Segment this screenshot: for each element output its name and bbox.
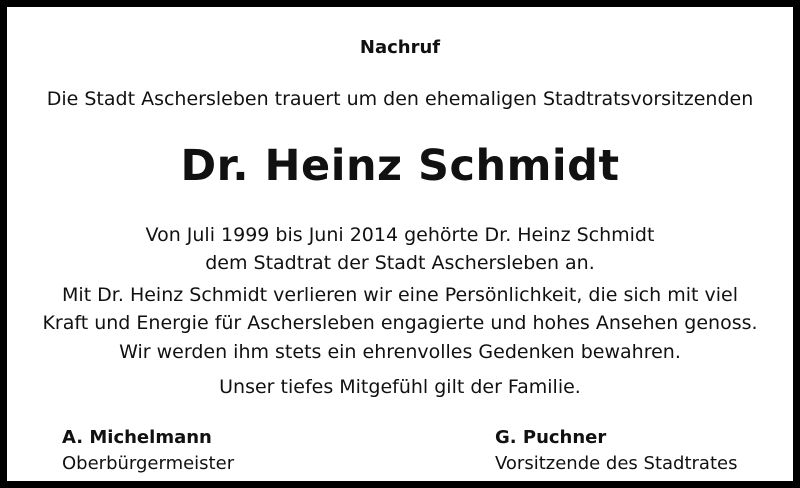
paragraph-line: dem Stadtrat der Stadt Aschersleben an.: [205, 252, 595, 274]
signatory-mayor: [62, 425, 234, 477]
paragraph-line: Unser tiefes Mitgefühl gilt der Familie.: [219, 376, 581, 398]
paragraph-tribute: [7, 281, 793, 337]
paragraph-condolence: [7, 373, 793, 401]
signatory-name: A. Michelmann: [62, 427, 212, 448]
paragraph-remembrance: [7, 338, 793, 366]
paragraph-line: Mit Dr. Heinz Schmidt verlieren wir eine Persönlichkeit, die sich mit viel: [62, 284, 738, 306]
paragraph-line: Kraft und Energie für Aschersleben engagierte und hohes Ansehen genoss.: [42, 312, 758, 334]
paragraph-line: Von Juli 1999 bis Juni 2014 gehörte Dr. Heinz Schmidt: [145, 224, 655, 246]
deceased-name: Dr. Heinz Schmidt: [180, 141, 620, 191]
notice-heading: Nachruf: [359, 37, 441, 58]
paragraph-line: Wir werden ihm stets ein ehrenvolles Gedenken bewahren.: [119, 341, 681, 363]
signatory-role: Vorsitzende des Stadtrates: [495, 453, 738, 474]
signatory-name: G. Puchner: [495, 427, 607, 448]
intro-text: Die Stadt Aschersleben trauert um den ehemaligen Stadtratsvorsitzenden: [46, 88, 754, 110]
signatory-role: Oberbürgermeister: [62, 453, 235, 474]
paragraph-tenure: [7, 221, 793, 277]
signatory-council-chair: [495, 425, 737, 477]
